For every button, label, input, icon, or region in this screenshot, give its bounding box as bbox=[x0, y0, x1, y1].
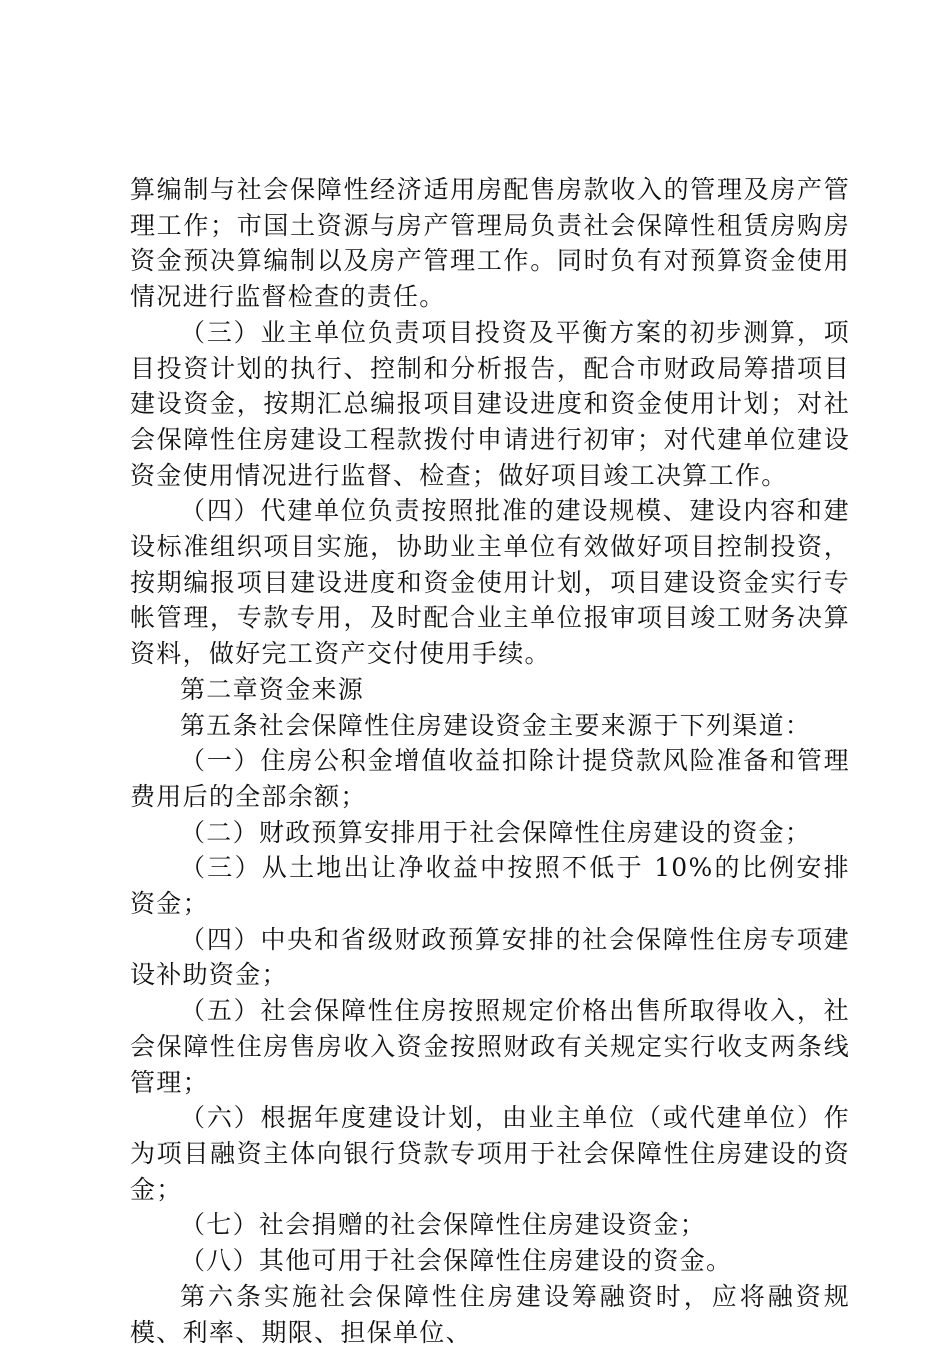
source-item-5: （五）社会保障性住房按照规定价格出售所取得收入，社会保障性住房售房收入资金按照财政有关规定实行收支两条线管理； bbox=[130, 996, 850, 1097]
article-5: 第五条社会保障性住房建设资金主要来源于下列渠道： bbox=[180, 710, 812, 740]
source-item-8: （八）其他可用于社会保障性住房建设的资金。 bbox=[180, 1246, 733, 1276]
chapter-heading: 第二章资金来源 bbox=[180, 674, 365, 704]
source-item-2: （二）财政预算安排用于社会保障性住房建设的资金； bbox=[180, 817, 812, 847]
paragraph-item-3-owner-unit: （三）业主单位负责项目投资及平衡方案的初步测算，项目投资计划的执行、控制和分析报告，配合市财政局筹措项目建设资金，按期汇总编报项目建设进度和资金使用计划；对社会保障性住房建设工程款拨付申请进行初审；对代建单位建设资金使用情况进行监督、检查；做好项目竣工决算工作。 bbox=[130, 317, 850, 490]
source-item-1: （一）住房公积金增值收益扣除计提贷款风险准备和管理费用后的全部余额； bbox=[130, 746, 850, 811]
source-item-3: （三）从土地出让净收益中按照不低于 10%的比例安排资金； bbox=[130, 853, 850, 919]
paragraph-item-4-agent-unit: （四）代建单位负责按照批准的建设规模、建设内容和建设标准组织项目实施，协助业主单位有效做好项目控制投资，按期编报项目建设进度和资金使用计划，项目建设资金实行专帐管理，专款专用，及时配合业主单位报审项目竣工财务决算资料，做好完工资产交付使用手续。 bbox=[130, 496, 850, 669]
article-6: 第六条实施社会保障性住房建设筹融资时，应将融资规模、利率、期限、担保单位、 bbox=[130, 1281, 850, 1347]
paragraph-continuation: 算编制与社会保障性经济适用房配售房款收入的管理及房产管理工作；市国土资源与房产管理局负责社会保障性租赁房购房资金预决算编制以及房产管理工作。同时负有对预算资金使用情况进行监督检查的责任。 bbox=[130, 175, 850, 312]
source-item-4: （四）中央和省级财政预算安排的社会保障性住房专项建设补助资金； bbox=[130, 924, 850, 990]
source-item-7: （七）社会捐赠的社会保障性住房建设资金； bbox=[180, 1210, 707, 1240]
source-item-6: （六）根据年度建设计划，由业主单位（或代建单位）作为项目融资主体向银行贷款专项用于社会保障性住房建设的资金； bbox=[130, 1103, 850, 1204]
body-text bbox=[130, 172, 850, 1350]
